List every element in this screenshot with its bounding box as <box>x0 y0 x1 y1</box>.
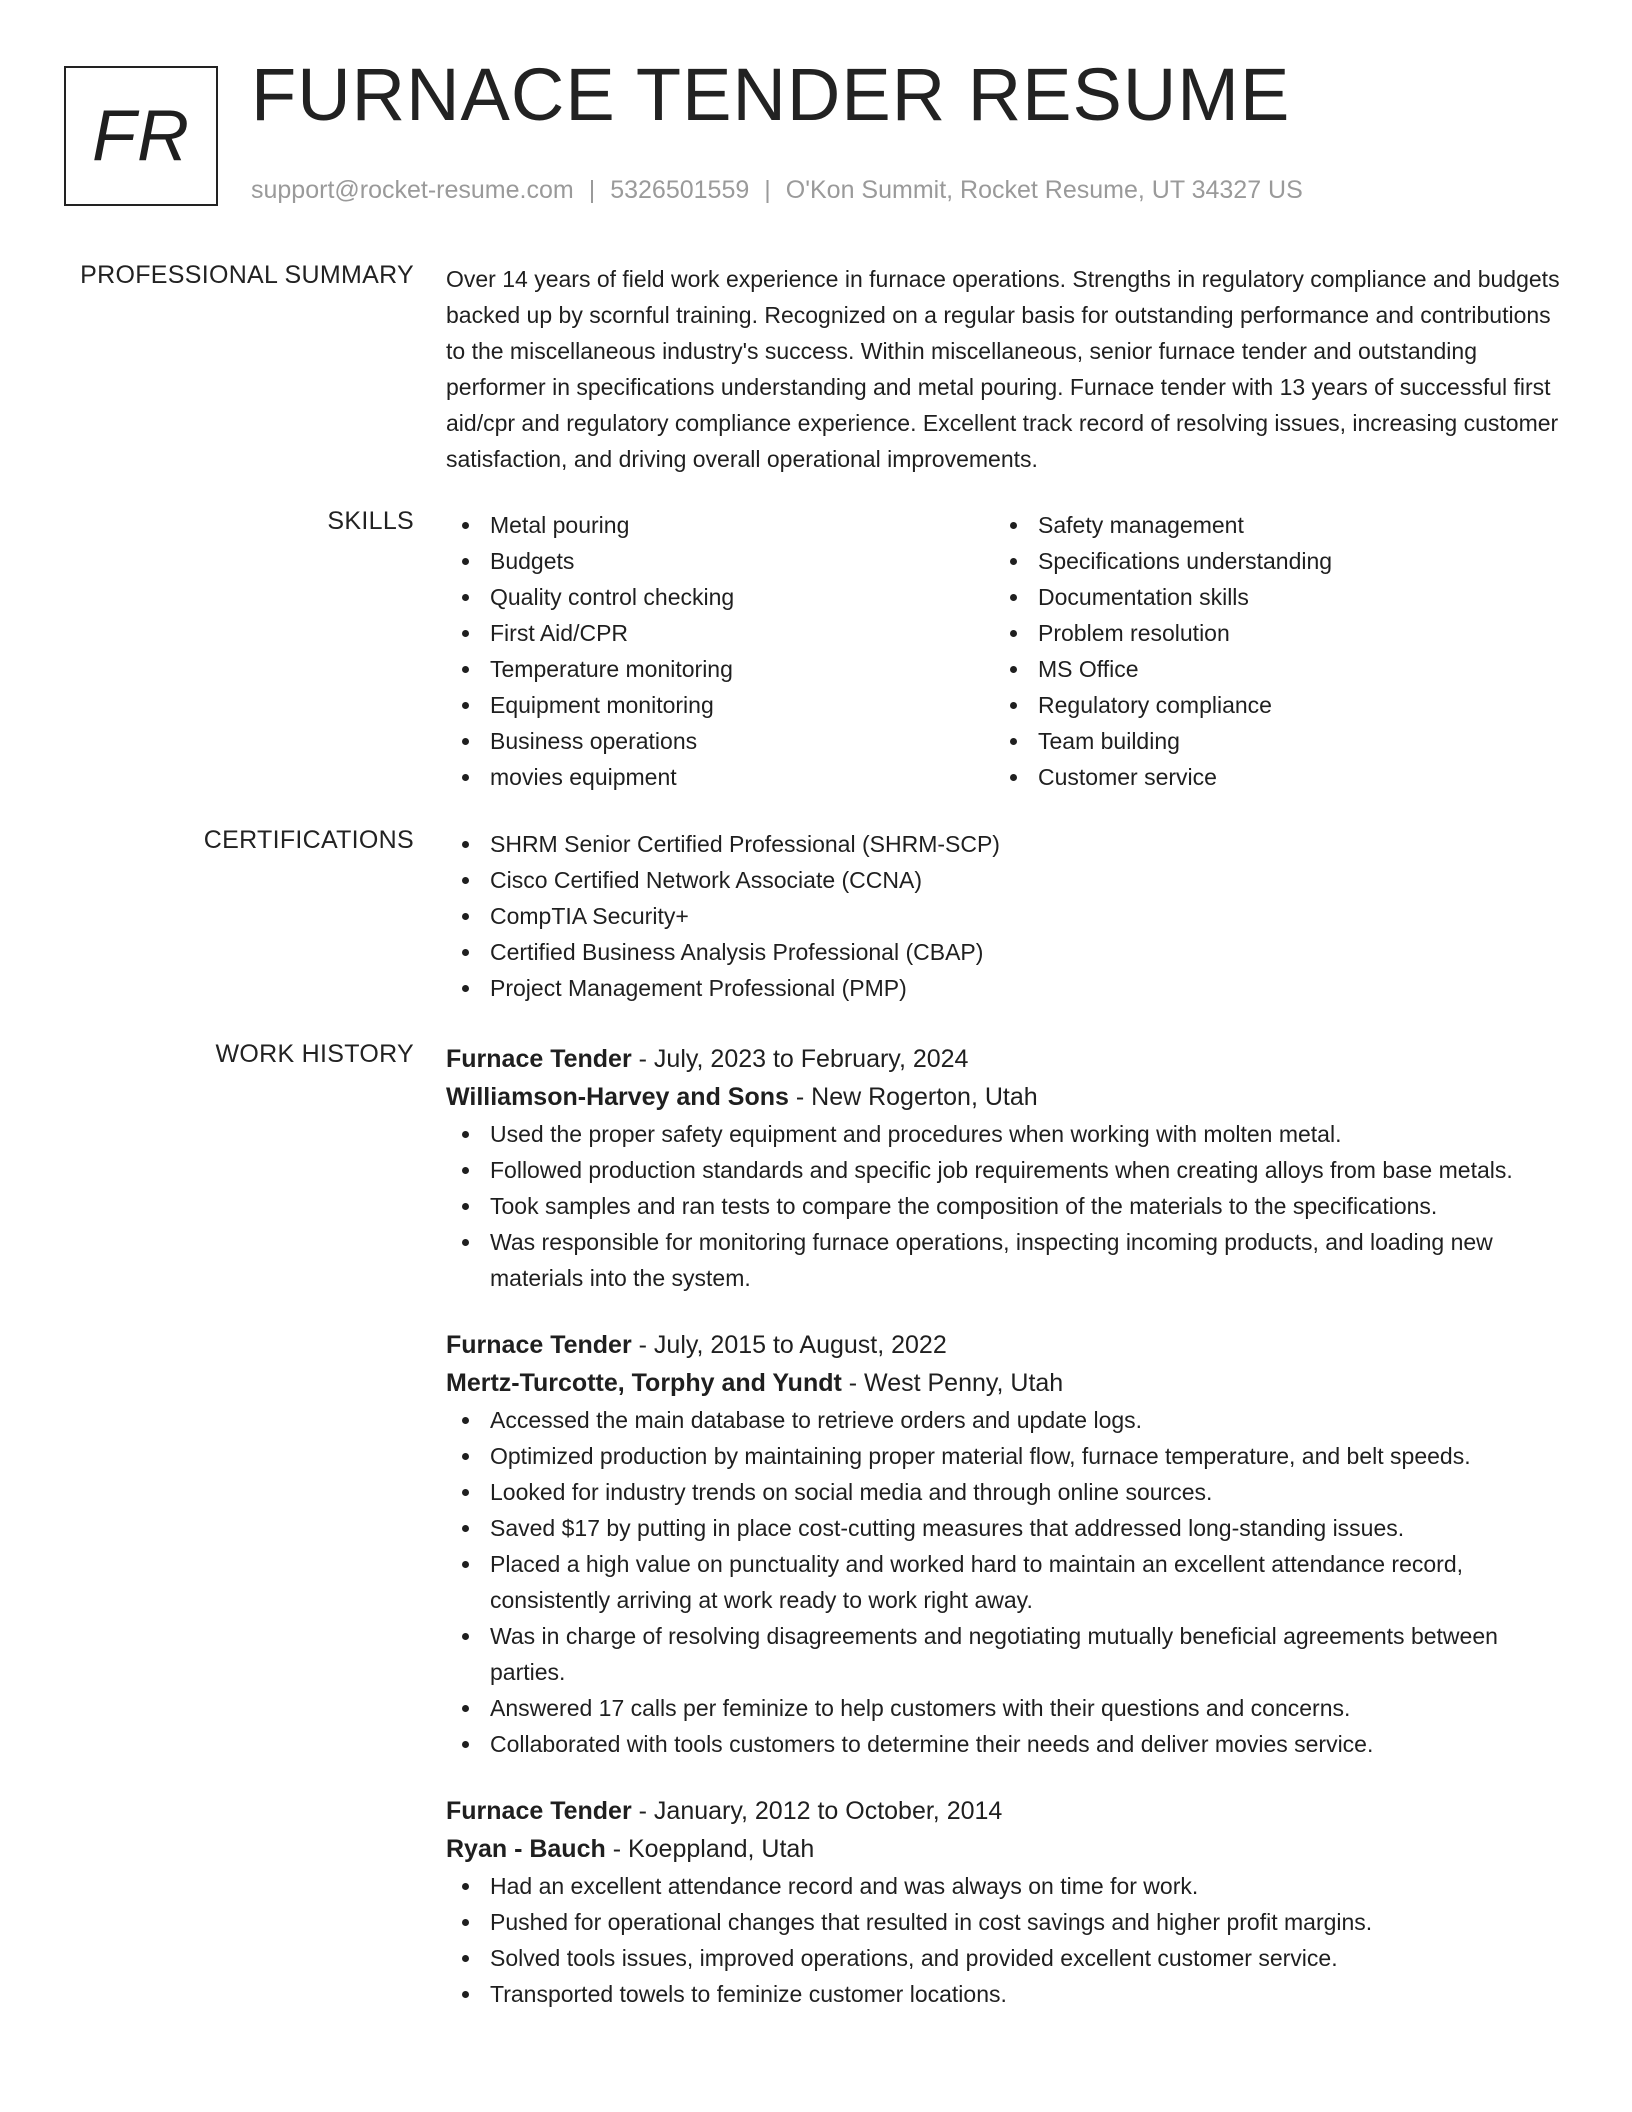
skill-item: movies equipment <box>446 759 994 795</box>
skill-item: Metal pouring <box>446 507 994 543</box>
skill-item: Specifications understanding <box>994 543 1542 579</box>
skill-item: Problem resolution <box>994 615 1542 651</box>
job-bullet-list <box>446 1116 1561 1296</box>
skill-item: Customer service <box>994 759 1542 795</box>
job-bullet-list <box>446 1402 1561 1762</box>
section-heading-certifications: CERTIFICATIONS <box>203 826 414 854</box>
certification-item: CompTIA Security+ <box>446 898 1561 934</box>
contact-separator: | <box>764 176 771 204</box>
skill-item: Safety management <box>994 507 1542 543</box>
certification-item: Cisco Certified Network Associate (CCNA) <box>446 862 1561 898</box>
section-heading-skills: SKILLS <box>327 507 414 535</box>
job-title: Furnace Tender <box>446 1045 632 1073</box>
summary-text: Over 14 years of field work experience in furnace operations. Strengths in regulatory compliance and budgets backed up by scornful training. Recognized on a regular basis for outstanding performance and contributions to the miscellaneous industry's success. Within miscellaneous, senior furnace tender and outstanding performer in specifications understanding and metal pouring. Furnace tender with 13 years of successful first aid/cpr and regulatory compliance experience. Excellent track record of resolving issues, increasing customer satisfaction, and driving overall operational improvements. <box>446 266 1560 472</box>
contact-address: O'Kon Summit, Rocket Resume, UT 34327 US <box>785 176 1303 204</box>
job-entry <box>446 1326 1561 1762</box>
job-bullet: Solved tools issues, improved operations, and provided excellent customer service. <box>446 1940 1561 1976</box>
job-company-line <box>446 1364 1561 1402</box>
job-bullet: Followed production standards and specific job requirements when creating alloys from base metals. <box>446 1152 1561 1188</box>
job-location: - Koeppland, Utah <box>605 1835 815 1863</box>
skills-list-right <box>994 507 1542 795</box>
job-location: - New Rogerton, Utah <box>788 1083 1038 1111</box>
page-title: FURNACE TENDER RESUME <box>251 53 1291 136</box>
skill-item: Business operations <box>446 723 994 759</box>
contact-line <box>251 176 1303 205</box>
contact-email: support@rocket-resume.com <box>251 176 574 204</box>
job-entry <box>446 1040 1561 1296</box>
skills-grid <box>446 507 1561 795</box>
job-bullet: Took samples and ran tests to compare the composition of the materials to the specifications. <box>446 1188 1561 1224</box>
job-bullet: Looked for industry trends on social media and through online sources. <box>446 1474 1561 1510</box>
skill-item: MS Office <box>994 651 1542 687</box>
job-bullet: Saved $17 by putting in place cost-cutting measures that addressed long-standing issues. <box>446 1510 1561 1546</box>
job-bullet: Was responsible for monitoring furnace operations, inspecting incoming products, and loading new materials into the system. <box>446 1224 1561 1296</box>
job-bullet: Optimized production by maintaining proper material flow, furnace temperature, and belt speeds. <box>446 1438 1561 1474</box>
job-bullet: Was in charge of resolving disagreements and negotiating mutually beneficial agreements between parties. <box>446 1618 1561 1690</box>
certifications-list <box>446 826 1561 1006</box>
skill-item: First Aid/CPR <box>446 615 994 651</box>
certifications-body <box>446 826 1561 1006</box>
skill-item: Budgets <box>446 543 994 579</box>
skill-item: Documentation skills <box>994 579 1542 615</box>
skill-item: Quality control checking <box>446 579 994 615</box>
job-bullet: Had an excellent attendance record and was always on time for work. <box>446 1868 1561 1904</box>
certification-item: Project Management Professional (PMP) <box>446 970 1561 1006</box>
job-company: Mertz-Turcotte, Torphy and Yundt <box>446 1369 842 1397</box>
job-bullet: Placed a high value on punctuality and worked hard to maintain an excellent attendance record, consistently arriving at work ready to work right away. <box>446 1546 1561 1618</box>
job-entry <box>446 1792 1561 2012</box>
monogram-logo: FR <box>64 66 218 206</box>
job-bullet: Collaborated with tools customers to determine their needs and deliver movies service. <box>446 1726 1561 1762</box>
job-company: Ryan - Bauch <box>446 1835 606 1863</box>
skill-item: Equipment monitoring <box>446 687 994 723</box>
certification-item: SHRM Senior Certified Professional (SHRM-SCP) <box>446 826 1561 862</box>
section-heading-summary: PROFESSIONAL SUMMARY <box>80 261 414 289</box>
job-location: - West Penny, Utah <box>841 1369 1064 1397</box>
section-heading-work-history: WORK HISTORY <box>215 1040 414 1068</box>
job-company-line <box>446 1830 1561 1868</box>
job-bullet-list <box>446 1868 1561 2012</box>
job-title: Furnace Tender <box>446 1797 632 1825</box>
job-dates: - July, 2023 to February, 2024 <box>631 1045 969 1073</box>
skill-item: Regulatory compliance <box>994 687 1542 723</box>
job-bullet: Transported towels to feminize customer locations. <box>446 1976 1561 2012</box>
job-bullet: Accessed the main database to retrieve orders and update logs. <box>446 1402 1561 1438</box>
job-dates: - July, 2015 to August, 2022 <box>631 1331 947 1359</box>
work-history-body <box>446 1040 1561 2042</box>
skill-item: Temperature monitoring <box>446 651 994 687</box>
job-dates: - January, 2012 to October, 2014 <box>631 1797 1003 1825</box>
job-title-line <box>446 1326 1561 1364</box>
job-bullet: Used the proper safety equipment and procedures when working with molten metal. <box>446 1116 1561 1152</box>
contact-separator: | <box>588 176 596 204</box>
job-company-line <box>446 1078 1561 1116</box>
skills-list-left <box>446 507 994 795</box>
job-company: Williamson-Harvey and Sons <box>446 1083 789 1111</box>
job-bullet: Pushed for operational changes that resulted in cost savings and higher profit margins. <box>446 1904 1561 1940</box>
contact-phone: 5326501559 <box>610 176 750 204</box>
certification-item: Certified Business Analysis Professional (CBAP) <box>446 934 1561 970</box>
job-title-line <box>446 1792 1561 1830</box>
job-title: Furnace Tender <box>446 1331 632 1359</box>
job-bullet: Answered 17 calls per feminize to help customers with their questions and concerns. <box>446 1690 1561 1726</box>
job-title-line <box>446 1040 1561 1078</box>
skill-item: Team building <box>994 723 1542 759</box>
